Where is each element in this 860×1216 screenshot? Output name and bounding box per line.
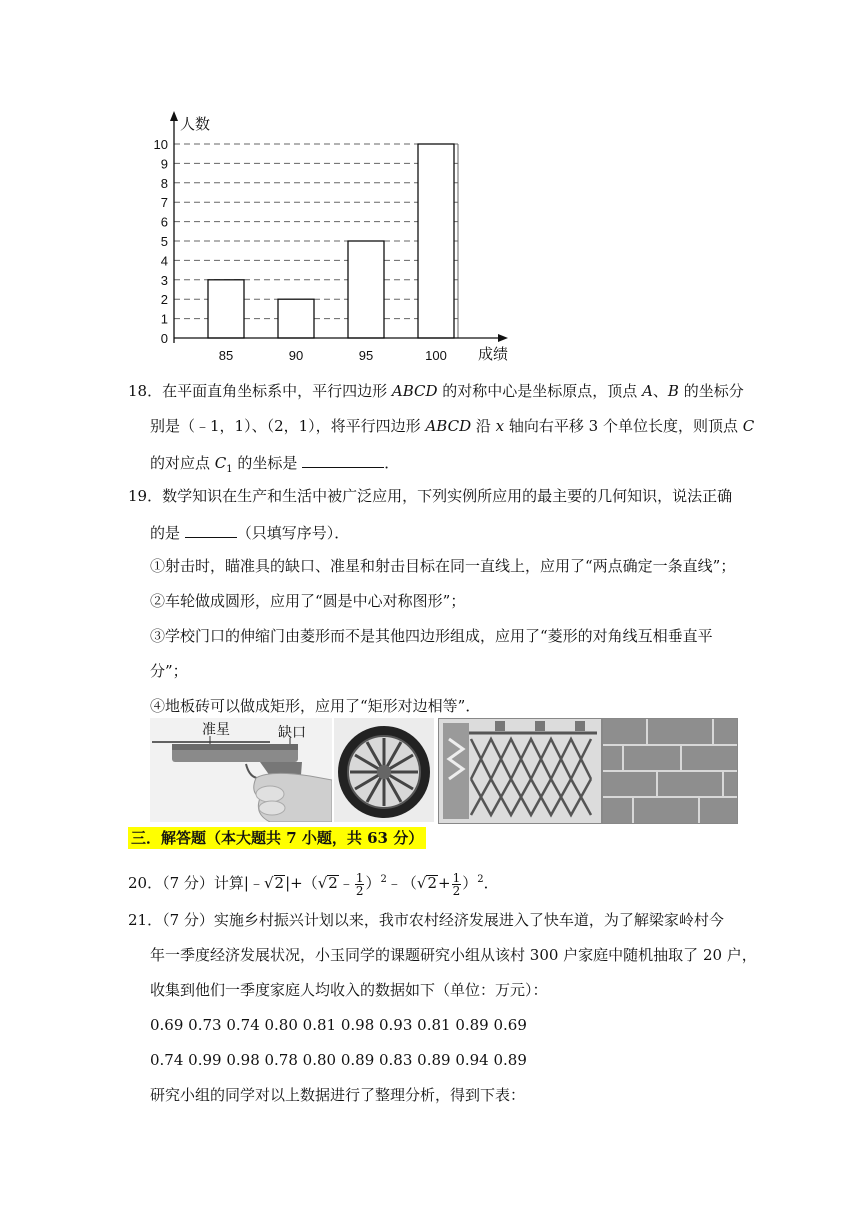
wheel-picture	[334, 718, 434, 822]
q18-line1: 18．在平面直角坐标系中，平行四边形 ABCD 的对称中心是坐标原点，顶点 A、B 的坐标分	[128, 382, 744, 400]
q21-data-row-1: 0.69 0.73 0.74 0.80 0.81 0.98 0.93 0.81 0.89 0.69	[150, 1016, 527, 1034]
sqrt-symbol-icon: √	[263, 874, 274, 892]
y-tick-label: 0	[160, 331, 168, 346]
section-three-heading: 三．解答题（本大题共 7 小题，共 63 分）	[128, 827, 426, 849]
y-tick-label: 8	[160, 175, 168, 191]
y-axis-arrow	[170, 111, 178, 121]
q18-answer-blank[interactable]	[302, 451, 384, 468]
x-axis-label: 成绩	[478, 346, 509, 363]
bar-85	[208, 280, 244, 338]
bar-100	[418, 144, 454, 338]
y-tick-label: 1	[160, 311, 168, 327]
score-bar-chart	[120, 105, 520, 367]
y-tick-label: 10	[153, 137, 168, 152]
q19-option-3a: ③学校门口的伸缩门由菱形而不是其他四边形组成，应用了“菱形的对角线互相垂直平	[150, 627, 713, 645]
q21-line2: 年一季度经济发展状况，小玉同学的课题研究小组从该村 300 户家庭中随机抽取了 20 户，	[150, 946, 757, 964]
q19-option-1: ①射击时，瞄准具的缺口、准星和射击目标在同一直线上，应用了“两点确定一条直线”；	[150, 557, 736, 575]
q19-line1: 19．数学知识在生产和生活中被广泛应用，下列实例所应用的最主要的几何知识，说法正确	[128, 487, 733, 505]
front-sight-label: 准星	[202, 721, 230, 737]
q19-option-2: ②车轮做成圆形，应用了“圆是中心对称图形”；	[150, 592, 466, 610]
q19-option-3b: 分”；	[150, 662, 188, 680]
x-tick-label: 95	[358, 348, 374, 363]
x-tick-label: 90	[288, 348, 304, 363]
fraction-one-half: $\frac{1}{2}$	[452, 870, 461, 898]
sqrt-symbol-icon: √	[416, 874, 427, 892]
pistol-icon	[150, 718, 332, 822]
y-tick-label: 6	[160, 214, 168, 230]
y-tick-label: 9	[160, 156, 168, 172]
fraction-one-half: $\frac{1}{2}$	[355, 870, 364, 898]
y-tick-label: 3	[160, 272, 168, 288]
x-tick-label: 85	[218, 348, 234, 363]
wheel-icon	[334, 718, 434, 822]
q21-line3: 收集到他们一季度家庭人均收入的数据如下（单位：万元）：	[150, 981, 548, 999]
floor-tile-picture	[602, 718, 738, 824]
tile-icon	[603, 719, 737, 823]
y-tick-label: 4	[160, 253, 168, 269]
bar-90	[278, 299, 314, 338]
q21-line4: 研究小组的同学对以上数据进行了整理分析，得到下表：	[150, 1086, 526, 1104]
q19-answer-blank[interactable]	[185, 521, 237, 538]
q20-line: 20．（7 分）计算|﹣√2|+（√2﹣ $\frac{1}{2}$ ）$^2$﹣（√2+ $\frac{1}{2}$ ）$^2$．	[128, 870, 499, 898]
y-tick-label: 5	[160, 234, 168, 249]
y-axis-label: 人数	[180, 116, 211, 133]
q21-data-row-2: 0.74 0.99 0.98 0.78 0.80 0.89 0.83 0.89 0.94 0.89	[150, 1051, 527, 1069]
y-tick-label: 2	[160, 292, 168, 308]
gate-icon	[439, 719, 601, 823]
q18-line3: 的对应点 $C_1$ 的坐标是 ．	[150, 451, 399, 480]
x-tick-label: 100	[425, 348, 447, 363]
q21-line1: 21．（7 分）实施乡村振兴计划以来，我市农村经济发展进入了快车道，为了解梁家岭村今	[128, 911, 724, 929]
rear-sight-label: 缺口	[278, 724, 306, 740]
sqrt-symbol-icon: √	[317, 874, 328, 892]
y-tick-label: 7	[160, 195, 168, 211]
q19-line2: 的是 （只填写序号）．	[150, 521, 349, 543]
q19-option-4: ④地板砖可以做成矩形，应用了“矩形对边相等”．	[150, 697, 481, 715]
q18-line2: 别是（﹣1，1）、（2，1），将平行四边形 ABCD 沿 x 轴向右平移 3 个单位长度，则顶点 C	[150, 417, 755, 435]
retractable-gate-picture	[438, 718, 602, 824]
x-axis-arrow	[498, 334, 508, 342]
bar-95	[348, 241, 384, 338]
gun-sight-picture	[150, 718, 332, 822]
